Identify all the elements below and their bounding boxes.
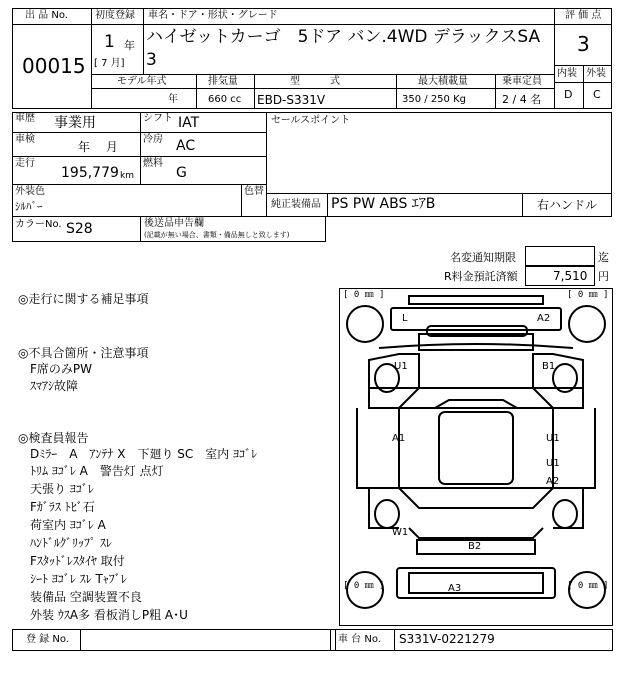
damage-mark: B1	[542, 361, 556, 372]
notice-box	[525, 246, 595, 266]
first-reg-label: 初度登録	[95, 10, 135, 21]
tire-depth-label: [ 0 ㎜ ]	[567, 290, 609, 300]
defects-title: ◎不具合箇所・注意事項	[18, 346, 149, 360]
car-outline-drawing	[339, 288, 613, 626]
tire-depth-label: [ 0 ㎜ ]	[343, 581, 385, 591]
mileage-unit: km	[120, 171, 134, 181]
inspector-item: 外装 ｳｽA多 看板消しP粗 A･U	[30, 608, 188, 622]
damage-mark: W1	[392, 527, 409, 538]
sales-point-label: セールスポイント	[271, 115, 351, 126]
steering-value: 右ハンドル	[537, 198, 598, 212]
inspector-item: ﾄﾘﾑ ﾖｺﾞﾚ A 警告灯 点灯	[30, 464, 164, 478]
lot-number: 00015	[22, 54, 86, 78]
score-label: 評 価 点	[565, 10, 602, 21]
defect-item: ｽﾏｱｼ故障	[30, 379, 79, 393]
inspection-value: 年 月	[78, 140, 118, 154]
model-year-label: モデル年式	[117, 76, 167, 87]
cooling-label: 冷房	[143, 134, 163, 145]
reg-no-label: 登 録 No.	[26, 634, 69, 645]
inspector-item: Fｽﾀｯﾄﾞﾚｽﾀｲﾔ 取付	[30, 554, 125, 568]
car-name-label: 車名・ドア・形状・グレード	[148, 10, 278, 21]
model-year-unit: 年	[168, 94, 178, 105]
mileage-label: 走行	[15, 158, 35, 169]
damage-mark: L	[402, 313, 408, 324]
notice-unit: 迄	[598, 251, 609, 264]
docs-label: 後送品申告欄	[144, 218, 204, 229]
inspector-item: 装備品 空調装置不良	[30, 590, 142, 604]
fuel-value: G	[176, 165, 187, 181]
capacity-label: 乗車定員	[502, 76, 542, 87]
notice-label: 名変通知期限	[450, 251, 516, 264]
lot-label: 出 品 No.	[25, 10, 68, 21]
cooling-value: AC	[176, 138, 196, 154]
color-change-label: 色替	[244, 186, 264, 197]
score-value: 3	[577, 32, 590, 56]
damage-mark: U1	[394, 361, 408, 372]
tire-depth-label: [ 0 ㎜ ]	[567, 581, 609, 591]
first-reg-year-unit: 年	[124, 39, 135, 52]
tire-depth-label: [ 0 ㎜ ]	[343, 290, 385, 300]
mileage-value: 195,779	[61, 165, 119, 181]
capacity-value: 2 / 4 名	[502, 93, 542, 106]
interior-grade: D	[564, 88, 573, 101]
driving-notes-title: ◎走行に関する補足事項	[18, 292, 149, 306]
displacement-label: 排気量	[208, 76, 238, 87]
recycle-label: R料金預託済額	[444, 270, 518, 283]
inspection-label: 車検	[15, 134, 35, 145]
equipment-value: PS PW ABS ｴｱB	[331, 196, 436, 212]
recycle-unit: 円	[598, 270, 609, 283]
inspector-title: ◎検査員報告	[18, 431, 89, 445]
exterior-grade: C	[593, 88, 601, 101]
damage-mark: B2	[468, 541, 482, 552]
history-value: 事業用	[54, 115, 96, 131]
color-no-value: S28	[66, 221, 93, 237]
inspector-item: 荷室内 ﾖｺﾞﾚ A	[30, 518, 106, 532]
color-no-label: カラーNo.	[15, 219, 62, 230]
ext-color-label: 外装色	[15, 186, 45, 197]
damage-mark: A1	[392, 433, 406, 444]
damage-mark: A2	[537, 313, 551, 324]
fuel-label: 燃料	[143, 158, 163, 169]
first-reg-month: [ 7 月]	[94, 58, 125, 69]
recycle-amount: 7,510	[553, 269, 588, 283]
inspector-item: Dﾐﾗｰ A ｱﾝﾃﾅ X 下廻り SC 室内 ﾖｺﾞﾚ	[30, 447, 258, 461]
shift-value: IAT	[178, 115, 200, 131]
inspector-item: 天張り ﾖｺﾞﾚ	[30, 482, 94, 496]
car-name: ハイゼットカーゴ 5ドア バン.4WD デラックスSA	[146, 27, 541, 47]
interior-label: 内装	[557, 68, 577, 79]
history-label: 車歴	[15, 113, 35, 124]
first-reg-year: 1	[104, 32, 115, 52]
chassis-label: 車 台 No.	[338, 634, 381, 645]
inspector-item: ﾊﾝﾄﾞﾙｸﾞﾘｯﾌﾟ ｽﾚ	[30, 536, 112, 550]
exterior-label: 外装	[586, 68, 606, 79]
damage-mark: U1	[546, 458, 560, 469]
damage-mark: A2	[546, 476, 560, 487]
ext-color-value: ｼﾙﾊﾞｰ	[15, 200, 43, 213]
load-value: 350 / 250 Kg	[402, 94, 466, 105]
inspector-item: ｼｰﾄ ﾖｺﾞﾚ ｽﾚ Tｬﾌﾞﾚ	[30, 572, 127, 586]
chassis-value: S331V-0221279	[399, 632, 495, 646]
inspector-item: Fｶﾞﾗｽ ﾄﾋﾞ石	[30, 500, 95, 514]
equipment-label: 純正装備品	[271, 199, 321, 210]
load-label: 最大積載量	[418, 76, 468, 87]
damage-mark: U1	[546, 433, 560, 444]
defect-item: F席のみPW	[30, 362, 93, 376]
car-name-line2: 3	[146, 50, 157, 70]
damage-mark: A3	[448, 583, 462, 594]
shift-label: シフト	[143, 113, 173, 124]
model-code: EBD-S331V	[257, 93, 326, 107]
model-label: 型 式	[290, 76, 340, 87]
docs-note: (記載が無い場合、書類・備品無しと致します)	[144, 231, 290, 239]
displacement-value: 660 cc	[208, 94, 242, 105]
